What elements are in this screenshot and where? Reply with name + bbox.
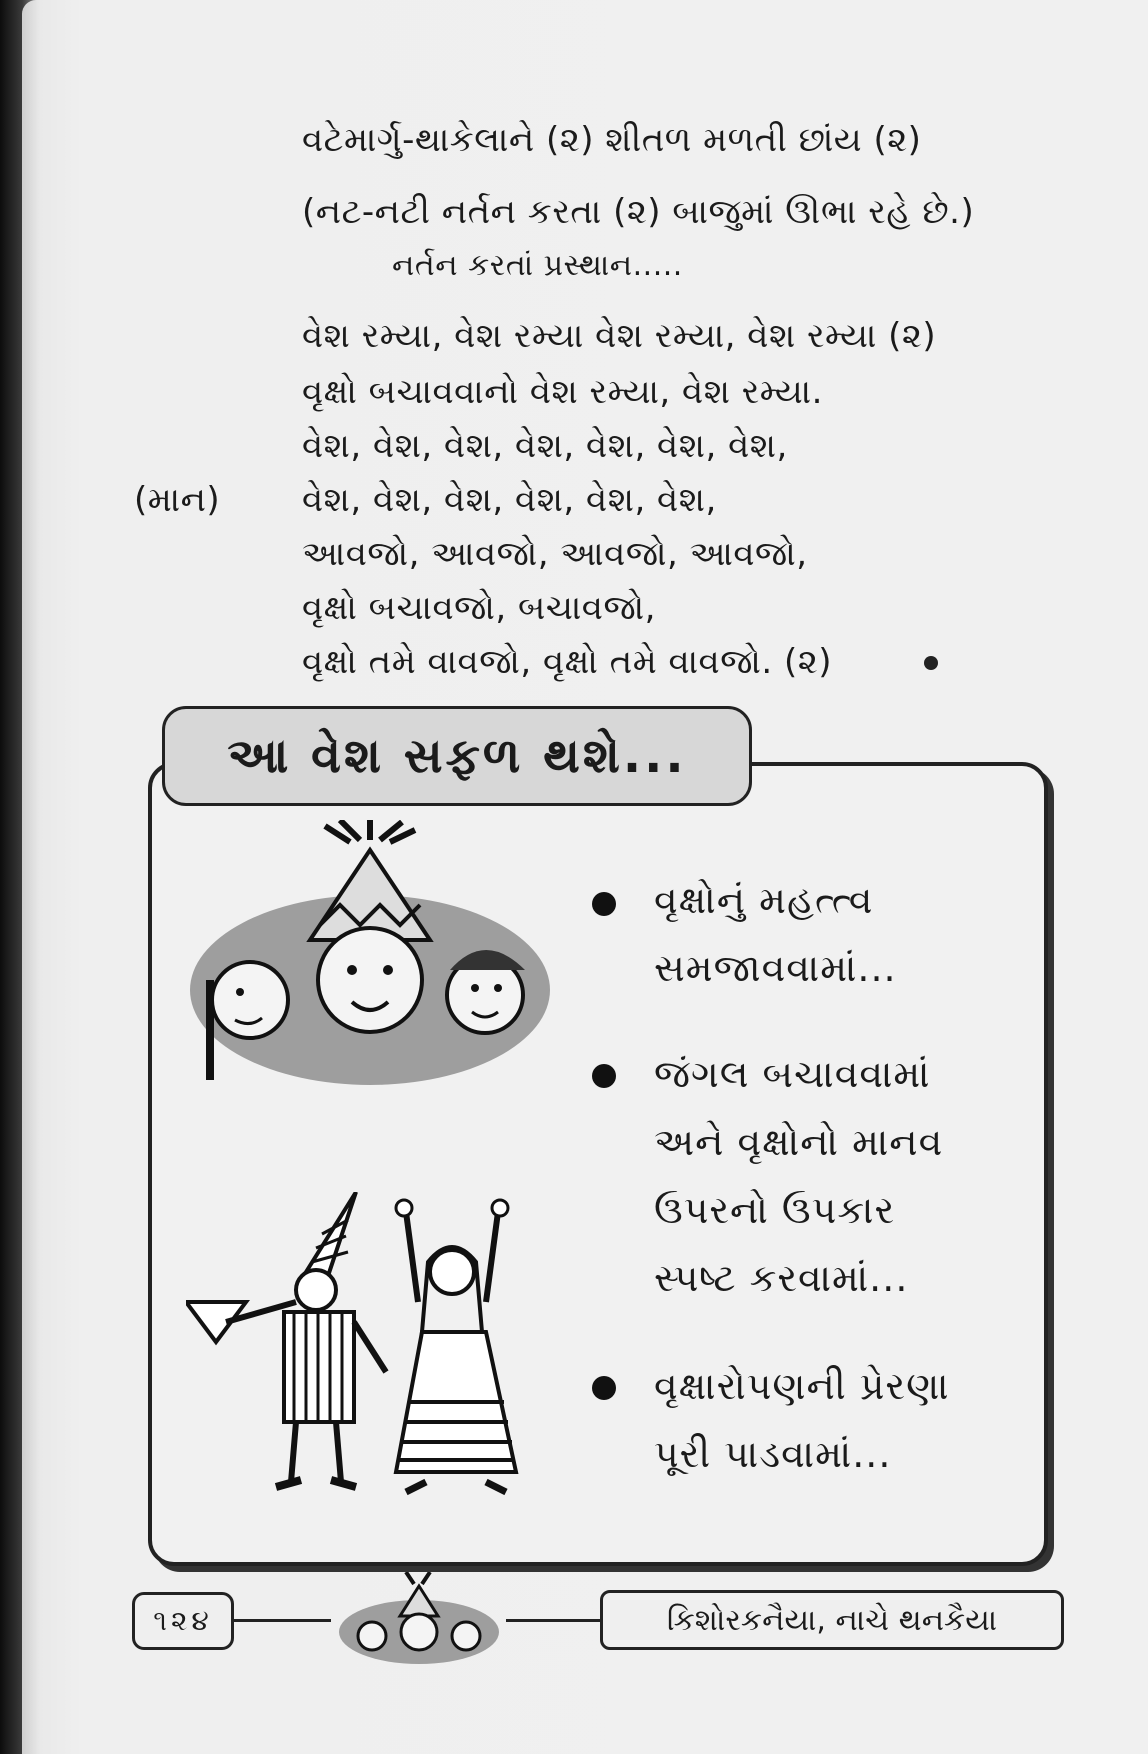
faces-illustration-icon (180, 820, 550, 1090)
verse-line-10: વૃક્ષો તમે વાવજો, વૃક્ષો તમે વાવજો. (૨) (302, 642, 832, 682)
item-3-line-1: વૃક્ષારોપણની પ્રેરણા (654, 1364, 950, 1408)
item-2-line-3: ઉપરનો ઉપકાર (654, 1188, 896, 1232)
verse-line-3: નર્તન કરતાં પ્રસ્થાન..... (392, 248, 683, 283)
item-2-line-4: સ્પષ્ટ કરવામાં... (654, 1256, 909, 1300)
dancers-illustration-icon (186, 1192, 546, 1502)
book-title-text: કિશોરકનૈયા, નાચે થનકૈયા (666, 1602, 998, 1638)
verse-line-4: વેશ રમ્યા, વેશ રમ્યા વેશ રમ્યા, વેશ રમ્યા (૨) (302, 316, 937, 356)
box-title (162, 706, 752, 806)
bullet-icon (592, 892, 616, 916)
footer-rule-left (231, 1619, 331, 1622)
verse-line-9: વૃક્ષો બચાવજો, બચાવજો, (302, 588, 656, 628)
box-title-text: આ વેશ સફળ થશે... (227, 727, 687, 784)
item-2-line-1: જંગલ બચાવવામાં (654, 1052, 931, 1096)
item-3-line-2: પૂરી પાડવામાં... (654, 1432, 892, 1476)
item-2-line-2: અને વૃક્ષોનો માનવ (654, 1120, 944, 1164)
footer-faces-icon (334, 1572, 504, 1668)
side-label: (માન) (134, 480, 221, 520)
bullet-icon (592, 1064, 616, 1088)
verse-line-2: (નટ-નટી નર્તન કરતા (૨) બાજુમાં ઊભા રહે છે.) (302, 192, 975, 232)
item-1-line-2: સમજાવવામાં... (654, 946, 897, 990)
item-1-line-1: વૃક્ષોનું મહત્ત્વ (654, 878, 874, 922)
book-title-footer (600, 1590, 1064, 1650)
end-dot-icon (924, 656, 938, 670)
verse-line-5: વૃક્ષો બચાવવાનો વેશ રમ્યા, વેશ રમ્યા. (302, 372, 823, 412)
verse-line-7: વેશ, વેશ, વેશ, વેશ, વેશ, વેશ, (302, 480, 717, 520)
page-number (132, 1592, 234, 1650)
footer-rule-right (506, 1619, 600, 1622)
bullet-icon (592, 1376, 616, 1400)
verse-line-8: આવજો, આવજો, આવજો, આવજો, (302, 534, 808, 574)
verse-line-1: વટેમાર્ગુ-થાકેલાને (૨) શીતળ મળતી છાંય (૨) (302, 120, 922, 160)
verse-line-6: વેશ, વેશ, વેશ, વેશ, વેશ, વેશ, વેશ, (302, 426, 788, 466)
page-number-text: ૧૨૪ (153, 1604, 213, 1637)
